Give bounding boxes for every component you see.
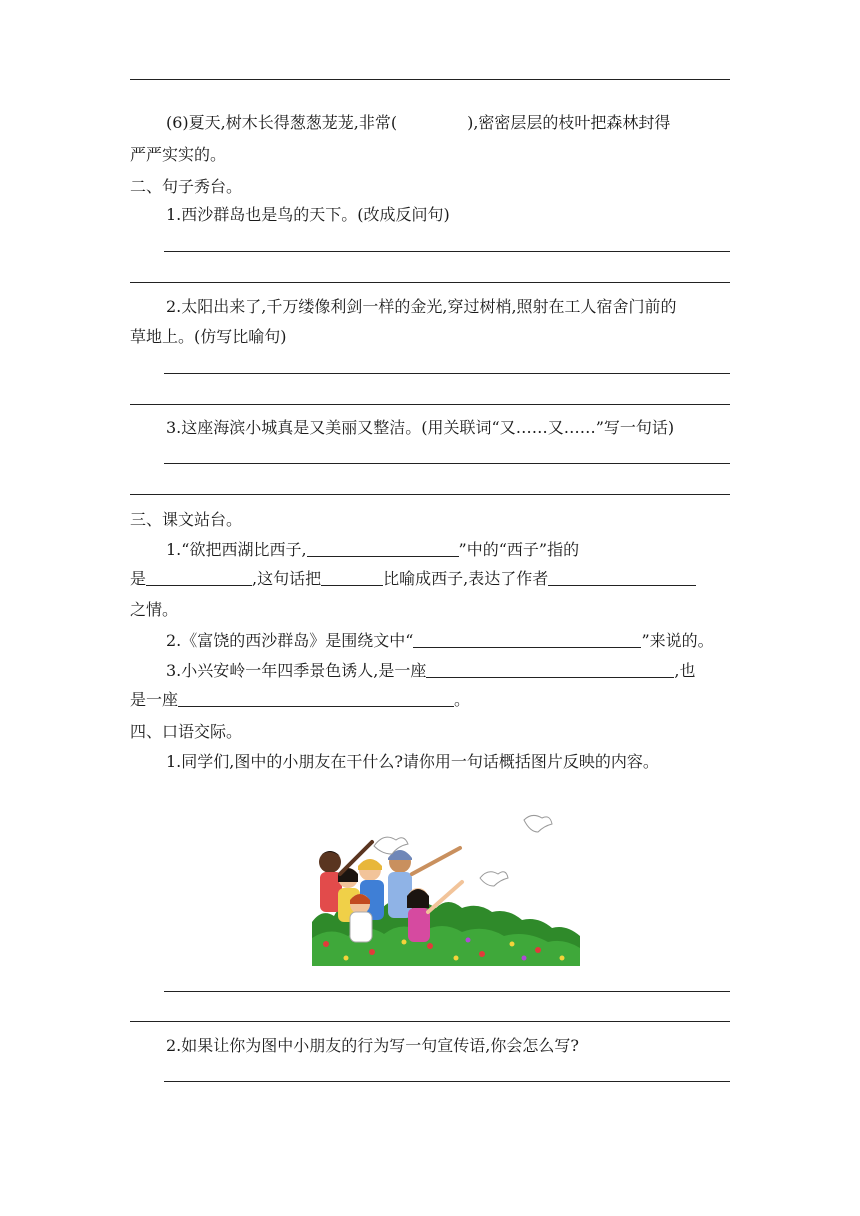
q6-line-2: 严严实实的。 (130, 145, 227, 164)
sec2-q3: 3.这座海滨小城真是又美丽又整洁。(用关联词“又……又……”写一句话) (166, 418, 675, 437)
sec4-q2: 2.如果让你为图中小朋友的行为写一句宣传语,你会怎么写? (166, 1036, 579, 1055)
sec3-q2 (166, 631, 714, 651)
sec2-q3-answer-line-1[interactable] (164, 463, 730, 464)
q6-line-1 (166, 113, 670, 133)
sec3-q3-text-c: 是一座 (130, 690, 179, 709)
sec2-q1-answer-line-2[interactable] (130, 282, 730, 283)
sec3-q3-blank-1[interactable] (426, 661, 674, 678)
sec3-q3-text-a: 3.小兴安岭一年四季景色诱人,是一座 (166, 661, 427, 680)
q6-suffix: ),密密层层的枝叶把森林封得 (467, 113, 671, 132)
sec3-q1-text-e: 比喻成西子,表达了作者 (383, 569, 549, 588)
sec3-q1-blank-1[interactable] (307, 540, 459, 557)
sec3-q1-blank-4[interactable] (548, 569, 696, 586)
sec3-q3-text-b: ,也 (674, 661, 696, 680)
top-rule (130, 79, 730, 80)
sec4-q1-answer-line-2[interactable] (130, 1021, 730, 1022)
sec3-q1-text-d: ,这句话把 (252, 569, 322, 588)
sec3-q2-text-b: ”来说的。 (641, 631, 714, 650)
sec3-q1-line-1 (166, 540, 579, 560)
q6-prefix: (6)夏天,树木长得葱葱茏茏,非常( (166, 113, 398, 132)
sec3-q3-line-1 (166, 661, 695, 681)
sec3-q3-line-2 (130, 690, 470, 710)
sec3-q1-line-2 (130, 569, 696, 589)
sec2-q2-line-2: 草地上。(仿写比喻句) (130, 327, 287, 346)
sec3-q1-blank-3[interactable] (321, 569, 383, 586)
sec2-q3-answer-line-2[interactable] (130, 494, 730, 495)
sec2-q2-answer-line-1[interactable] (164, 373, 730, 374)
sec2-q1-answer-line-1[interactable] (164, 251, 730, 252)
sec4-q1: 1.同学们,图中的小朋友在干什么?请你用一句话概括图片反映的内容。 (166, 752, 659, 771)
sec3-q1-line-3: 之情。 (130, 600, 179, 619)
sec3-q2-blank[interactable] (413, 631, 641, 648)
sec2-q2-answer-line-2[interactable] (130, 404, 730, 405)
sec3-q1-text-b: ”中的“西子”指的 (458, 540, 580, 559)
sec3-heading: 三、课文站台。 (130, 510, 243, 529)
sec3-q1-text-a: 1.“欲把西湖比西子, (166, 540, 307, 559)
sec3-q3-text-d: 。 (454, 690, 471, 709)
sec3-q2-text-a: 2.《富饶的西沙群岛》是围绕文中“ (166, 631, 414, 650)
sec2-q1: 1.西沙群岛也是鸟的天下。(改成反问句) (166, 205, 450, 224)
sec4-q2-answer-line-1[interactable] (164, 1081, 730, 1082)
sec2-heading: 二、句子秀台。 (130, 177, 243, 196)
sec4-q1-answer-line-1[interactable] (164, 991, 730, 992)
sec3-q3-blank-2[interactable] (178, 690, 454, 707)
sec3-q1-blank-2[interactable] (146, 569, 252, 586)
sec2-q2-line-1: 2.太阳出来了,千万缕像利剑一样的金光,穿过树梢,照射在工人宿舍门前的 (166, 297, 677, 316)
sec4-heading: 四、口语交际。 (130, 722, 243, 741)
children-releasing-doves-illustration (312, 812, 582, 966)
sec3-q1-text-c: 是 (130, 569, 147, 588)
